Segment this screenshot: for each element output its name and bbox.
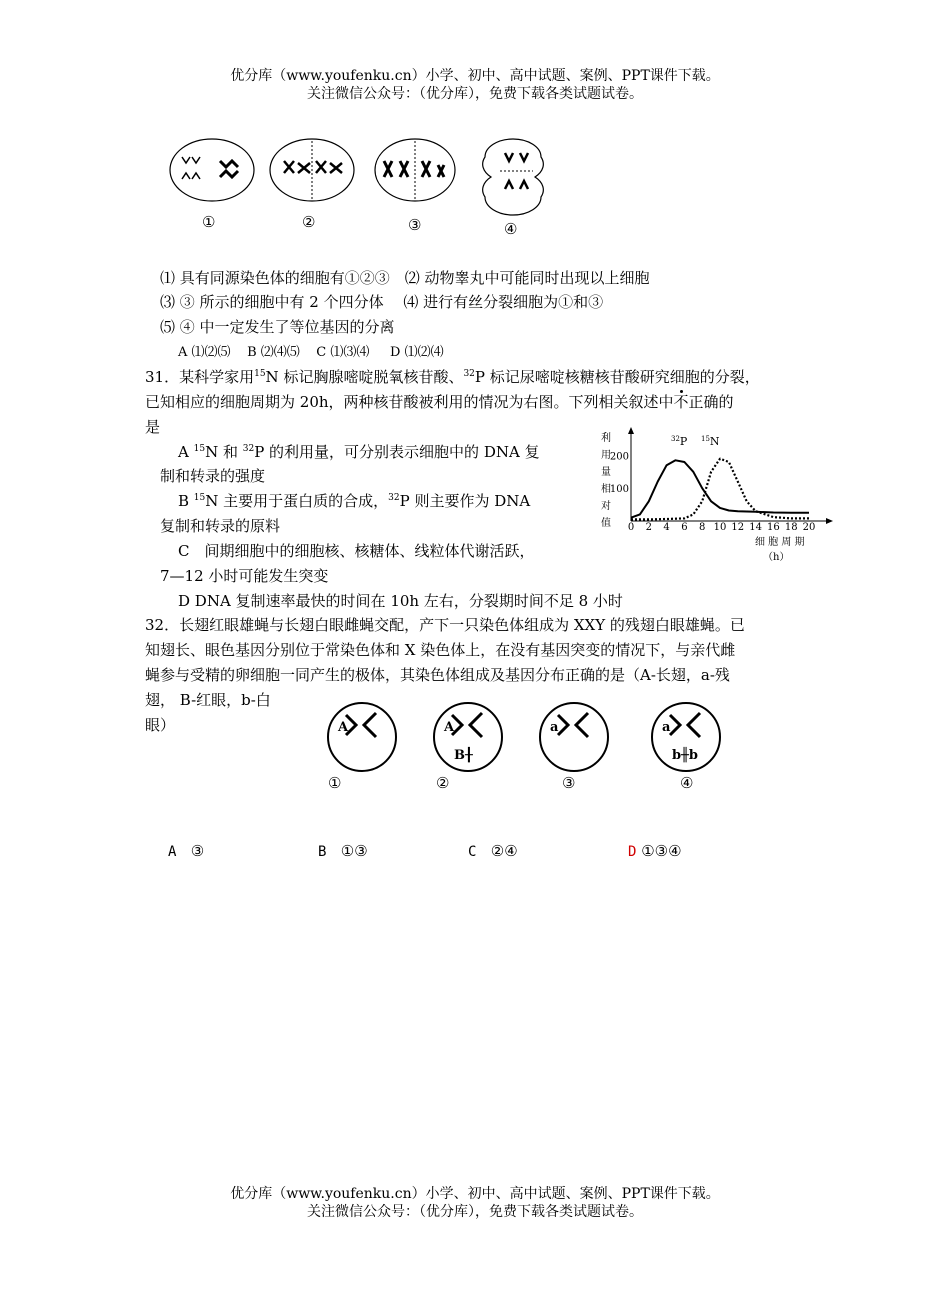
polar-body-cell-3 — [540, 703, 608, 771]
q32-cell-label-4: ④ — [680, 774, 694, 792]
y-tick-label: 100 — [609, 484, 629, 496]
q32-cell-label-1: ① — [328, 774, 342, 792]
x-tick-label: 20 — [802, 522, 816, 533]
polar-body-cell-2 — [434, 703, 502, 771]
q30-statement-1: ⑴ 具有同源染色体的细胞有①②③ ⑵ 动物睾丸中可能同时出现以上细胞 — [160, 269, 650, 287]
x-tick-label: 10 — [713, 522, 727, 533]
legend-group — [671, 435, 720, 448]
x-ticks — [628, 522, 816, 533]
legend-superscript: 32 — [671, 435, 680, 443]
chromosome — [576, 713, 588, 737]
x-tick-label: 0 — [627, 522, 635, 533]
legend-symbol: P — [679, 435, 688, 448]
x-tick-label: 14 — [749, 522, 762, 533]
footer-line-2: 关注微信公众号：（优分库），免费下载各类试题试卷。 — [307, 1204, 643, 1220]
gene-label-top: A — [444, 720, 455, 735]
x-tick-label: 6 — [681, 522, 688, 533]
polar-body-figure — [318, 700, 738, 775]
x-tick-label: 12 — [731, 522, 745, 533]
q31-option-a-cont: 制和转录的强度 — [160, 467, 266, 485]
cell-label-4: ④ — [504, 220, 518, 238]
q30-option-d: D ⑴⑵⑷ — [390, 345, 444, 360]
q32-option-d: D ①③④ — [628, 842, 682, 860]
chromosome — [688, 713, 700, 737]
q30-option-c: C ⑴⑶⑷ — [316, 345, 370, 360]
q32-cell-label-3: ③ — [562, 774, 576, 792]
cell-2 — [270, 139, 354, 201]
chromosome — [558, 715, 568, 735]
legend-32P — [671, 435, 688, 448]
q32-stem-line-3: 蝇参与受精的卵细胞一同产生的极体，其染色体组成及基因分布正确的是（A-长翅，a-残 — [145, 666, 730, 684]
series-group — [631, 459, 809, 520]
utilization-chart — [595, 425, 840, 570]
q31-option-d: D DNA 复制速率最快的时间在 10h 左右，分裂期时间不足 8 小时 — [178, 592, 623, 610]
q32-option-a: A ③ — [168, 842, 205, 860]
gene-label-bottom: B╂ — [454, 748, 473, 763]
polar-body-cell-4 — [652, 703, 720, 771]
q31-stem-line-1: 31．某科学家用$^{15}$N 标记胸腺嘧啶脱氧核苷酸、$^{32}$P 标记尿嘧啶核糖核苷酸研究细胞的分裂， — [145, 368, 760, 386]
cell-label-1: ① — [202, 213, 216, 231]
y-label-char: 值 — [601, 518, 611, 529]
cell-3 — [375, 139, 455, 201]
q30-statement-3: ⑸ ④ 中一定发生了等位基因的分离 — [160, 318, 395, 336]
q32-stem-line-5: 眼） — [145, 716, 176, 734]
legend-symbol: N — [709, 435, 720, 448]
q32-stem-line-4: 翅， B-红眼，b-白 — [145, 691, 271, 709]
q31-option-a: A $^{15}$N 和 $^{32}$P 的利用量，可分别表示细胞中的 DNA 复 — [178, 443, 540, 461]
gene-label-top: A — [338, 720, 349, 735]
y-ticks — [610, 451, 629, 495]
q31-stem-line-3: 是 — [145, 418, 161, 436]
q31-option-b: B $^{15}$N 主要用于蛋白质的合成，$^{32}$P 则主要作为 DNA — [178, 492, 531, 510]
x-tick-label: 16 — [767, 522, 780, 533]
y-label-char: 量 — [601, 467, 611, 478]
page-footer — [0, 1185, 950, 1221]
y-label-char: 利 — [601, 433, 611, 444]
series-line-32P — [631, 460, 809, 517]
header-line-2: 关注微信公众号：（优分库），免费下载各类试题试卷。 — [307, 86, 643, 102]
gene-label-top: a — [662, 720, 671, 735]
footer-line-1: 优分库（www.youfenku.cn）小学、初中、高中试题、案例、PPT课件下载。 — [230, 1186, 720, 1202]
q30-option-a: A ⑴⑵⑸ — [178, 345, 231, 360]
q31-stem-line-2: 已知相应的细胞周期为 20h，两种核苷酸被利用的情况为右图。下列相关叙述中不正确的 — [145, 393, 734, 411]
series-line-15N — [631, 459, 809, 520]
legend-superscript: 15 — [701, 435, 710, 443]
cell-membrane — [540, 703, 608, 771]
y-tick-label: 200 — [609, 451, 629, 463]
x-tick-label: 18 — [784, 522, 798, 533]
y-axis-label — [601, 431, 611, 529]
y-axis-arrow — [628, 427, 634, 434]
page-header — [0, 67, 950, 103]
x-axis-label-line1: 细 胞 周 期 — [755, 537, 805, 548]
cell-division-figure — [160, 135, 550, 240]
cell-membrane — [328, 703, 396, 771]
gene-label-bottom: b╫b — [672, 748, 699, 763]
q30-option-b: B ⑵⑷⑸ — [247, 345, 300, 360]
q31-option-c-cont: 7—12 小时可能发生突变 — [160, 567, 329, 585]
q32-cell-label-2: ② — [436, 774, 450, 792]
cell-label-3: ③ — [408, 216, 422, 234]
polar-body-cell-1 — [328, 703, 396, 771]
emphasis-dot: 不 — [673, 393, 689, 411]
q32-stem-line-2: 知翅长、眼色基因分别位于常染色体和 X 染色体上，在没有基因突变的情况下，与亲代雌 — [145, 641, 736, 659]
x-tick-label: 4 — [663, 522, 670, 533]
cell-label-2: ② — [302, 213, 316, 231]
q31-option-b-cont: 复制和转录的原料 — [160, 517, 281, 535]
header-line-1: 优分库（www.youfenku.cn）小学、初中、高中试题、案例、PPT课件下载。 — [230, 68, 720, 84]
x-tick-label: 2 — [645, 522, 652, 533]
cell-4 — [483, 139, 544, 215]
q32-stem-line-1: 32．长翅红眼雄蝇与长翅白眼雌蝇交配，产下一只染色体组成为 XXY 的残翅白眼雄蝇。已 — [145, 616, 745, 634]
y-label-char: 对 — [601, 501, 611, 512]
chromosome — [364, 713, 376, 737]
q32-option-b: B ①③ — [318, 842, 368, 860]
answer-letter: D — [628, 844, 637, 860]
q30-options — [178, 342, 444, 364]
q32-option-c: C ②④ — [468, 842, 518, 860]
x-axis-arrow — [826, 518, 833, 524]
legend-15N — [701, 435, 720, 448]
cell-1 — [170, 139, 254, 201]
x-axis-label-line2: （h） — [763, 552, 790, 563]
q30-statement-2: ⑶ ③ 所示的细胞中有 2 个四分体 ⑷ 进行有丝分裂细胞为①和③ — [160, 293, 604, 311]
q31-option-c: C 间期细胞中的细胞核、核糖体、线粒体代谢活跃， — [178, 542, 535, 560]
gene-label-top: a — [550, 720, 559, 735]
y-label-char: 相 — [601, 484, 611, 495]
y-label-char: 用 — [601, 450, 611, 461]
x-tick-label: 8 — [699, 522, 706, 533]
chromosome — [470, 713, 482, 737]
chromosome — [670, 715, 680, 735]
